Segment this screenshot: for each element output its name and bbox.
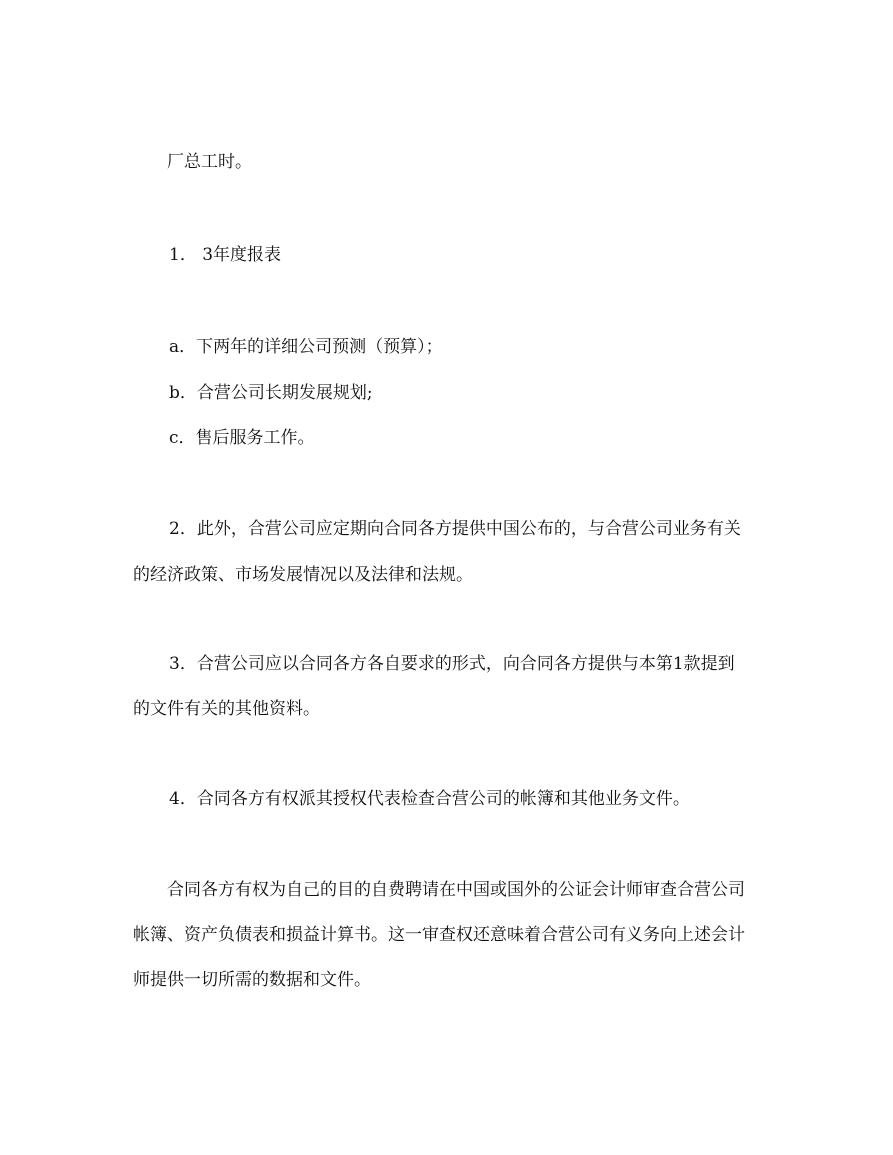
paragraph-2-line-1: 2．此外，合营公司应定期向合同各方提供中国公布的，与合营公司业务有关 [169,519,741,539]
paragraph-3-line-2: 的文件有关的其他资料。 [133,699,320,719]
paragraph-2-line-2: 的经济政策、市场发展情况以及法律和法规。 [133,565,473,585]
list-item-b: b．合营公司长期发展规划; [169,383,373,403]
section-heading-annual-report: 1． 3年度报表 [169,245,282,265]
text-line-continuation: 厂总工时。 [167,152,252,172]
list-item-c: c．售后服务工作。 [169,428,315,448]
list-item-a: a．下两年的详细公司预测（预算）； [169,337,443,357]
paragraph-3-line-1: 3．合营公司应以合同各方各自要求的形式，向合同各方提供与本第1款提到 [169,654,735,674]
paragraph-5-line-1: 合同各方有权为自己的目的自费聘请在中国或国外的公证会计师审查合营公司 [167,880,745,900]
paragraph-4: 4．合同各方有权派其授权代表检查合营公司的帐簿和其他业务文件。 [169,789,690,809]
paragraph-5-line-2: 帐簿、资产负债表和损益计算书。这一审查权还意味着合营公司有义务向上述会计 [133,925,745,945]
paragraph-5-line-3: 师提供一切所需的数据和文件。 [133,970,371,990]
